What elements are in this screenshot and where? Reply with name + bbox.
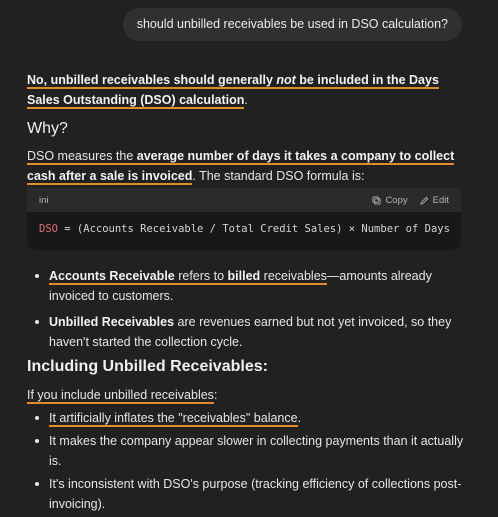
ur-text: are revenues earned but not yet invoiced, so they haven't started the collection cycle. — [49, 315, 452, 349]
lead-text-1: No, unbilled receivables should generally — [27, 73, 277, 87]
dso-bold: average number of days it takes a company to collect cash after a sale is invoiced — [27, 149, 455, 183]
list-item-consequence-3: It's inconsistent with DSO's purpose (tracking efficiency of collections post-invoicing). — [27, 474, 467, 514]
ar-text-3: —amounts already invoiced to customers. — [49, 269, 432, 303]
code-variable: DSO — [39, 223, 58, 235]
if-colon: : — [213, 388, 218, 402]
edit-button[interactable] — [420, 195, 449, 206]
consequence-list — [27, 408, 467, 517]
user-message-bubble: should unbilled receivables be used in DSO calculation? — [123, 8, 462, 41]
consequence-1-highlight: It artificially inflates the "receivables" balance — [49, 411, 298, 425]
dso-text-2: . The standard DSO formula is: — [192, 169, 365, 183]
why-heading: Why? — [27, 120, 68, 137]
ar-text-2: receivables — [260, 269, 327, 283]
list-item-accounts-receivable — [27, 266, 467, 306]
dso-text-1: DSO measures the — [27, 149, 137, 163]
dso-paragraph — [27, 146, 467, 186]
ar-billed: billed — [227, 269, 261, 283]
consequence-1-period: . — [297, 411, 302, 425]
code-formula: = (Accounts Receivable / Total Credit Sales) × Number of Days — [57, 223, 450, 235]
code-header — [27, 188, 461, 212]
list-item-consequence-1 — [27, 408, 467, 428]
copy-button[interactable] — [372, 195, 407, 206]
code-actions — [372, 195, 449, 206]
lead-period: . — [244, 93, 248, 107]
lead-highlight — [27, 73, 439, 109]
ar-text-1: refers to — [174, 269, 228, 283]
code-language: ini — [39, 194, 49, 206]
ar-highlight — [49, 269, 327, 285]
copy-label: Copy — [385, 194, 408, 206]
lead-paragraph — [27, 70, 447, 110]
if-highlight: If you include unbilled receivables — [27, 388, 214, 402]
list-item-unbilled-receivables — [27, 312, 467, 352]
ur-bold: Unbilled Receivables — [49, 315, 175, 329]
if-paragraph — [27, 385, 217, 405]
definition-list — [27, 266, 467, 358]
lead-text-2: be included in the Days Sales Outstanding (DSO) calculation — [27, 73, 439, 107]
list-item-consequence-2: It makes the company appear slower in collecting payments than it actually is. — [27, 431, 467, 471]
code-content — [27, 212, 461, 246]
including-heading: Including Unbilled Receivables: — [27, 358, 268, 375]
edit-label: Edit — [432, 194, 449, 206]
copy-icon — [372, 196, 381, 205]
code-block — [27, 188, 461, 250]
pencil-icon — [420, 196, 429, 205]
lead-emphasis: not — [276, 73, 296, 87]
ar-bold: Accounts Receivable — [49, 269, 175, 283]
